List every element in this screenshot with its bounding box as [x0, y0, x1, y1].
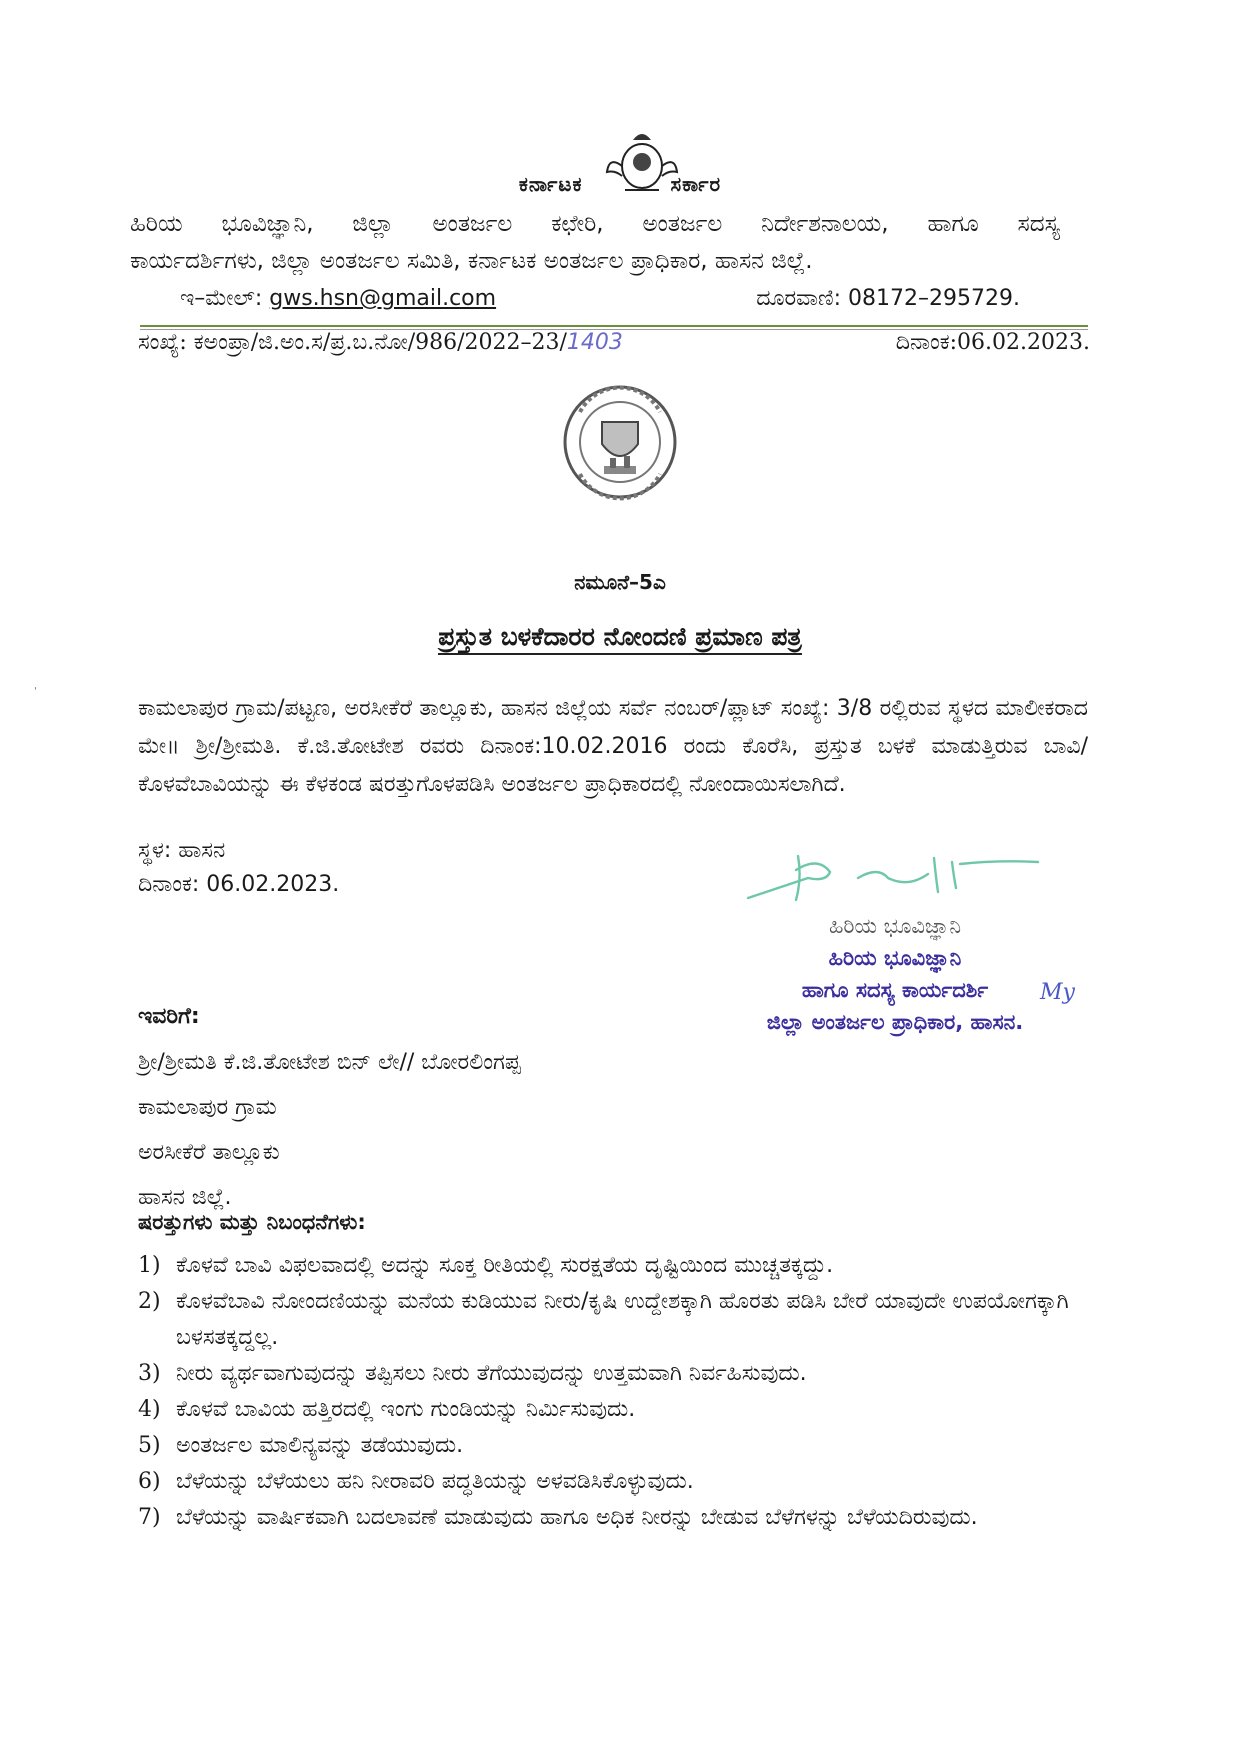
- office-line-1: ಹಿರಿಯ ಭೂವಿಜ್ಞಾನಿ, ಜಿಲ್ಲಾ ಅಂತರ್ಜಲ ಕಛೇರಿ, ಅಂತರ್ಜಲ ನಿರ್ದೇಶನಾಲಯ, ಹಾಗೂ ಸದಸ್ಯ: [130, 211, 1060, 237]
- term-number: 5): [138, 1433, 161, 1458]
- term-text: ಬೆಳೆಯನ್ನು ವಾರ್ಷಿಕವಾಗಿ ಬದಲಾವಣೆ ಮಾಡುವುದು ಹಾಗೂ ಅಧಿಕ ನೀರನ್ನು ಬೇಡುವ ಬೆಳೆಗಳನ್ನು ಬೆಳೆಯದಿರುವುದು.: [176, 1505, 978, 1530]
- list-item: [138, 1500, 1098, 1536]
- recipient-village: ಕಾಮಲಾಪುರ ಗ್ರಾಮ: [138, 1095, 277, 1120]
- government-title: [0, 172, 1240, 196]
- email-block: [180, 286, 496, 311]
- certificate-body: ಕಾಮಲಾಪುರ ಗ್ರಾಮ/ಪಟ್ಟಣ, ಅರಸೀಕೆರೆ ತಾಲ್ಲೂಕು, ಹಾಸನ ಜಿಲ್ಲೆಯ ಸರ್ವೆ ನಂಬರ್/ಪ್ಲಾಟ್ ಸಂಖ್ಯೆ: 3/8 ರಲ್ಲಿರುವ ಸ್ಥಳದ ಮಾಲೀಕರಾದ ಮೇ॥ ಶ್ರೀ/ಶ್ರೀಮತಿ. ಕೆ.ಜಿ.ತೋಟೇಶ ರವರು ದಿನಾಂಕ:10.02.2016 ರಂದು ಕೊರೆಸಿ, ಪ್ರಸ್ತುತ ಬಳಕೆ ಮಾಡುತ್ತಿರುವ ಬಾವಿ/ಕೊಳವೆಬಾವಿಯನ್ನು ಈ ಕೆಳಕಂಡ ಷರತ್ತುಗೊಳಪಡಿಸಿ ಅಂತರ್ಜಲ ಪ್ರಾಧಿಕಾರದಲ್ಲಿ ನೋಂದಾಯಿಸಲಾಗಿದೆ.: [138, 696, 1088, 797]
- office-line-2: ಕಾರ್ಯದರ್ಶಿಗಳು, ಜಿಲ್ಲಾ ಅಂತರ್ಜಲ ಸಮಿತಿ, ಕರ್ನಾಟಕ ಅಂತರ್ಜಲ ಪ್ರಾಧಿಕಾರ, ಹಾಸನ ಜಿಲ್ಲೆ.: [130, 248, 813, 274]
- signatory-stamp: [705, 910, 1085, 1038]
- signatory-designation: ಹಿರಿಯ ಭೂವಿಜ್ಞಾನಿ: [828, 946, 962, 970]
- term-number: 6): [138, 1469, 161, 1494]
- handwritten-inward-number: 1403: [566, 330, 623, 355]
- term-number: 7): [138, 1505, 161, 1530]
- signature-icon: [738, 848, 1048, 908]
- contact-line: [180, 286, 1020, 311]
- list-item: [138, 1464, 1098, 1500]
- email-label: ಇ–ಮೇಲ್:: [180, 286, 263, 311]
- reference-number: ಸಂಖ್ಯೆ: ಕಅಂಪ್ರಾ/ಜಿ.ಅಂ.ಸ/ಪ್ರ.ಬ.ನೋ/986/2022–23/: [138, 330, 567, 355]
- term-number: 3): [138, 1361, 161, 1386]
- office-address: [130, 206, 1060, 280]
- handwritten-initials: My: [1040, 980, 1075, 1005]
- term-number: 2): [138, 1289, 161, 1314]
- list-item: [138, 1248, 1098, 1284]
- email-link[interactable]: gws.hsn@gmail.com: [269, 286, 497, 311]
- signatory-office: ಜಿಲ್ಲಾ ಅಂತರ್ಜಲ ಪ್ರಾಧಿಕಾರ, ಹಾಸನ.: [766, 1010, 1024, 1034]
- certificate-title: [0, 622, 1240, 652]
- term-text: ಅಂತರ್ಜಲ ಮಾಲಿನ್ಯವನ್ನು ತಡೆಯುವುದು.: [176, 1433, 464, 1458]
- recipient-district: ಹಾಸನ ಜಿಲ್ಲೆ.: [138, 1185, 232, 1210]
- reference-line: [138, 330, 1090, 355]
- term-text: ಬೆಳೆಯನ್ನು ಬೆಳೆಯಲು ಹನಿ ನೀರಾವರಿ ಪದ್ಧತಿಯನ್ನು ಅಳವಡಿಸಿಕೊಳ್ಳುವುದು.: [176, 1469, 694, 1494]
- reference-number-block: [138, 330, 623, 355]
- certificate-title-text: ಪ್ರಸ್ತುತ ಬಳಕೆದಾರರ ನೋಂದಣಿ ಪ್ರಮಾಣ ಪತ್ರ: [438, 622, 801, 655]
- list-item: [138, 1392, 1098, 1428]
- recipient-name: ಶ್ರೀ/ಶ್ರೀಮತಿ ಕೆ.ಜಿ.ತೋಟೇಶ ಬಿನ್ ಲೇ// ಬೋರಲಿಂಗಪ್ಪ: [138, 1050, 521, 1075]
- recipient-address: [138, 1040, 521, 1220]
- government-word: ಸರ್ಕಾರ: [670, 172, 722, 196]
- authority-seal-icon: [560, 382, 680, 502]
- signatory-role: ಹಾಗೂ ಸದಸ್ಯ ಕಾರ್ಯದರ್ಶಿ: [801, 978, 989, 1002]
- terms-title: ಷರತ್ತುಗಳು ಮತ್ತು ನಿಬಂಧನೆಗಳು:: [138, 1210, 366, 1234]
- list-item: [138, 1356, 1098, 1392]
- term-number: 1): [138, 1253, 161, 1278]
- recipient-taluk: ಅರಸೀಕೆರೆ ತಾಲ್ಲೂಕು: [138, 1140, 280, 1165]
- state-name: ಕರ್ನಾಟಕ: [518, 172, 583, 196]
- terms-list: [138, 1248, 1098, 1536]
- list-item: [138, 1428, 1098, 1464]
- list-item: [138, 1284, 1098, 1356]
- place-line: ಸ್ಥಳ: ಹಾಸನ: [138, 838, 226, 863]
- date-line: ದಿನಾಂಕ: 06.02.2023.: [138, 872, 340, 897]
- term-number: 4): [138, 1397, 161, 1422]
- reference-date: ದಿನಾಂಕ:06.02.2023.: [895, 330, 1090, 355]
- signatory-line-0: ಹಿರಿಯ ಭೂವಿಜ್ಞಾನಿ: [828, 914, 962, 938]
- recipient-label: ಇವರಿಗೆ:: [138, 1004, 200, 1029]
- phone-label: ದೂರವಾಣಿ:: [756, 286, 842, 311]
- phone-block: [756, 286, 1020, 311]
- form-number: ನಮೂನೆ–5ಎ: [574, 570, 666, 594]
- term-text: ನೀರು ವ್ಯರ್ಥವಾಗುವುದನ್ನು ತಪ್ಪಿಸಲು ನೀರು ತೆಗೆಯುವುದನ್ನು ಉತ್ತಮವಾಗಿ ನಿರ್ವಹಿಸುವುದು.: [176, 1361, 807, 1386]
- term-text: ಕೊಳವೆ ಬಾವಿ ವಿಫಲವಾದಲ್ಲಿ ಅದನ್ನು ಸೂಕ್ತ ರೀತಿಯಲ್ಲಿ ಸುರಕ್ಷತೆಯ ದೃಷ್ಟಿಯಿಂದ ಮುಚ್ಚತಕ್ಕದ್ದು.: [176, 1253, 834, 1278]
- term-text: ಕೊಳವೆಬಾವಿ ನೋಂದಣಿಯನ್ನು ಮನೆಯ ಕುಡಿಯುವ ನೀರು/ಕೃಷಿ ಉದ್ದೇಶಕ್ಕಾಗಿ ಹೊರತು ಪಡಿಸಿ ಬೇರೆ ಯಾವುದೇ ಉಪಯೋಗಕ್ಕಾಗಿ ಬಳಸತಕ್ಕದ್ದಲ್ಲ.: [176, 1289, 1069, 1350]
- margin-mark: ': [34, 686, 37, 697]
- phone-number: 08172–295729.: [848, 286, 1020, 311]
- header-divider: [140, 325, 1088, 327]
- term-text: ಕೊಳವೆ ಬಾವಿಯ ಹತ್ತಿರದಲ್ಲಿ ಇಂಗು ಗುಂಡಿಯನ್ನು ನಿರ್ಮಿಸುವುದು.: [176, 1397, 636, 1422]
